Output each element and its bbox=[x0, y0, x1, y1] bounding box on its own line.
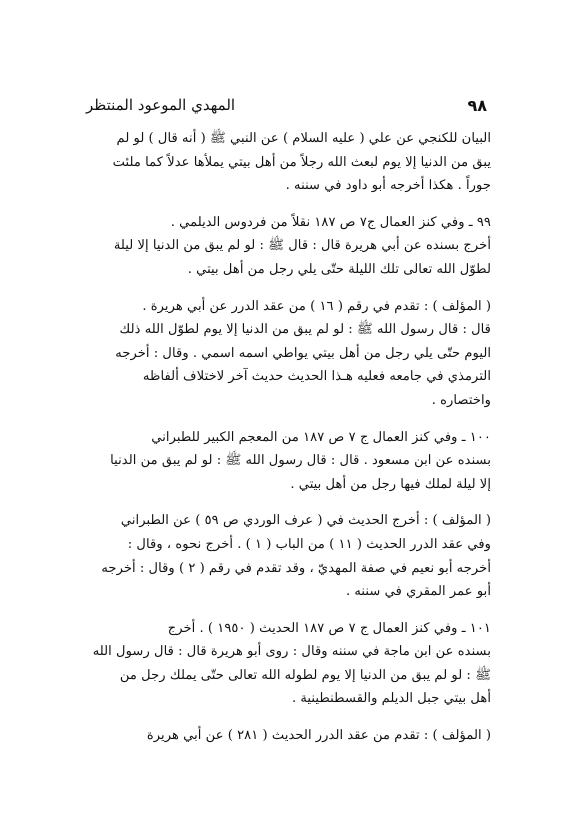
text-line: يبق من الدنيا إلا يوم لبعث الله رجلاً من أهل بيتي يملأها عدلاً كما ملئت bbox=[112, 154, 491, 170]
text-line: واختصاره . bbox=[431, 392, 491, 408]
text-line: البيان للكنجي عن علي ( عليه السلام ) عن النبي ﷺ ( أنه قال ) لو لم bbox=[116, 131, 491, 146]
text-line: أخرج بسنده عن أبي هريرة قال : قال ﷺ : لو لم يبق من الدنيا إلا ليلة bbox=[113, 238, 491, 254]
text-line: إلا ليلة لملك فيها رجل من أهل بيتي . bbox=[290, 476, 491, 492]
text-line: أبو عمر المقري في سننه . bbox=[345, 584, 491, 600]
text-line: الترمذي في جامعه فعليه هـذا الحديث حديث آخر لاختلاف ألفاظه bbox=[142, 369, 491, 385]
page-number: ٩٨ bbox=[467, 95, 487, 115]
text-line: ( المؤلف ) : تقدم من عقد الدرر الحديث ( ٢٨١ ) عن أبي هريرة bbox=[146, 728, 491, 744]
text-line: ( المؤلف ) : أخرج الحديث في ( عرف الوردي ص ٥٩ ) عن الطبراني bbox=[120, 513, 491, 529]
paragraph bbox=[80, 426, 491, 497]
text-line: ٩٩ ـ وفي كنز العمال ج٧ ص ١٨٧ نقلاً من فردوس الديلمي . bbox=[170, 214, 491, 230]
page-body bbox=[80, 127, 491, 761]
text-line: ١٠٠ ـ وفي كنز العمال ج ٧ ص ١٨٧ من المعجم الكبير للطبراني bbox=[151, 429, 491, 445]
text-line: ١٠١ ـ وفي كنز العمال ج ٧ ص ١٨٧ الحديث ( ١٩٥٠ ) . أخرج bbox=[167, 620, 491, 636]
text-line: بسنده عن ابن ماجة في سننه وقال : روى أبو هريرة قال : قال رسول الله bbox=[92, 644, 491, 660]
running-title: المهدي الموعود المنتظر bbox=[86, 96, 236, 114]
text-line: أهل بيتي جبل الديلم والقسطنطينية . bbox=[291, 691, 491, 707]
text-line: جوراً . هكذا أخرجه أبو داود في سننه . bbox=[285, 178, 491, 194]
text-line: ﷺ : لو لم يبق من الدنيا إلا يوم لطوله الله تعالى حتّى يملك رجل من bbox=[119, 667, 491, 683]
paragraph bbox=[80, 617, 491, 711]
paragraph bbox=[80, 295, 491, 413]
text-line: أخرجه أبو نعيم في صفة المهديّ ، وقد تقدم في رقم ( ٢ ) وقال : أخرجه bbox=[101, 560, 491, 576]
text-line: وفي عقد الدرر الحديث ( ١١ ) من الباب ( ١ ) . أخرج نحوه ، وقال : bbox=[127, 536, 491, 552]
paragraph bbox=[80, 509, 491, 603]
text-line: اليوم حتّى يلي رجل من أهل بيتي يواطي اسمه اسمي . وقال : أخرجه bbox=[115, 345, 491, 361]
paragraph bbox=[80, 724, 491, 748]
text-line: ( المؤلف ) : تقدم في رقم ( ١٦ ) من عقد الدرر عن أبي هريرة . bbox=[142, 298, 491, 314]
text-line: قال : قال رسول الله ﷺ : لو لم يبق من الدنيا إلا يوم لطوّل الله ذلك bbox=[119, 322, 491, 338]
text-line: لطوّل الله تعالى تلك الليلة حتّى يلي رجل من أهل بيتي . bbox=[187, 261, 491, 277]
paragraph bbox=[80, 211, 491, 282]
text-line: بسنده عن ابن مسعود . قال : قال رسول الله ﷺ : لو لم يبق من الدنيا bbox=[110, 453, 491, 469]
paragraph bbox=[80, 127, 491, 198]
page-header bbox=[86, 92, 487, 118]
